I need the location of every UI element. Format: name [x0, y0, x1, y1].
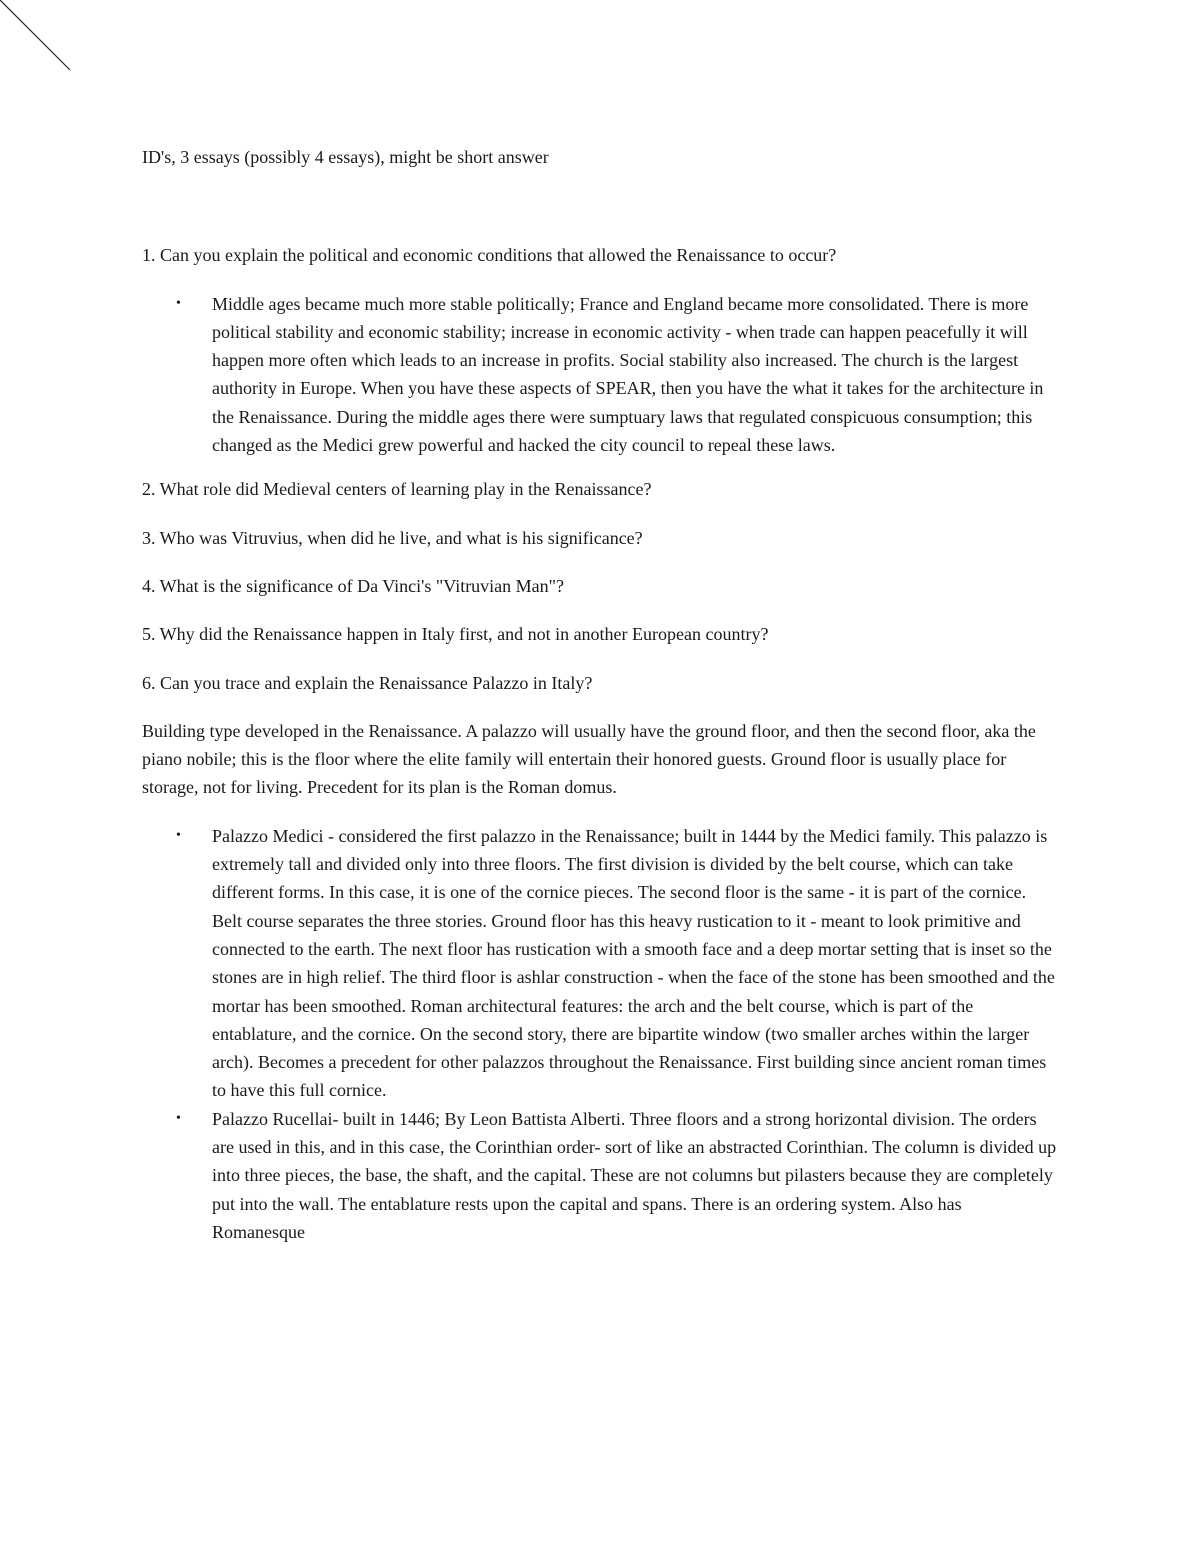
answer-1-list: [142, 290, 1057, 460]
document-header: ID's, 3 essays (possibly 4 essays), might be short answer: [142, 147, 549, 167]
list-item-text: Palazzo Rucellai- built in 1446; By Leon Battista Alberti. Three floors and a strong horizontal division. The orders are used in this, and in this case, the Corinthian order- sort of like an abstracted Corinthian. The column is divided up into three pieces, the base, the shaft, and the capital. These are not columns but pilasters because they are completely put into the wall. The entablature rests upon the capital and spans. There is an ordering system. Also has Romanesque: [212, 1108, 1057, 1242]
question-1: 1. Can you explain the political and economic conditions that allowed the Renaissance to occur?: [142, 245, 837, 266]
answer-6-intro: Building type developed in the Renaissance. A palazzo will usually have the ground floor, and then the second floor, aka the piano nobile; this is the floor where the elite family will entertain their honored guests. Ground floor is usually place for storage, not for living. Precedent for its plan is the Roman domus.: [142, 720, 1036, 798]
question-3: 3. Who was Vitruvius, when did he live, and what is his significance?: [142, 527, 643, 548]
question-6: 6. Can you trace and explain the Renaissance Palazzo in Italy?: [142, 672, 593, 693]
list-item-text: Palazzo Medici - considered the first palazzo in the Renaissance; built in 1444 by the Medici family. This palazzo is extremely tall and divided only into three floors. The first division is divided by the belt course, which can take different forms. In this case, it is one of the cornice pieces. The second floor is the same - it is part of the cornice. Belt course separates the three stories. Ground floor has this heavy rustication to it - meant to look primitive and connected to the earth. The next floor has rustication with a smooth face and a deep mortar setting that is inset so the stones are in high relief. The third floor is ashlar construction - when the face of the stone has been smoothed and the mortar has been smoothed. Roman architectural features: the arch and the belt course, which is part of the entablature, and the cornice. On the second story, there are bipartite window (two smaller arches within the larger arch). Becomes a precedent for other palazzos throughout the Renaissance. First building since ancient roman times to have this full cornice.: [212, 825, 1055, 1101]
list-item: [142, 822, 1057, 1105]
list-item-text: Middle ages became much more stable politically; France and England became more consolidated. There is more political stability and economic stability; increase in economic activity - when trade can happen peacefully it will happen more often which leads to an increase in profits. Social stability also increased. The church is the largest authority in Europe. When you have these aspects of SPEAR, then you have the what it takes for the architecture in the Renaissance. During the middle ages there were sumptuary laws that regulated conspicuous consumption; this changed as the Medici grew powerful and hacked the city council to repeal these laws.: [212, 293, 1044, 456]
question-4: 4. What is the significance of Da Vinci's "Vitruvian Man"?: [142, 575, 565, 596]
list-item: [142, 290, 1057, 460]
list-item: [142, 1105, 1057, 1246]
corner-diagonal-line: [0, 0, 80, 80]
bullet-icon: •: [176, 827, 181, 843]
bullet-icon: •: [176, 295, 181, 311]
question-2: 2. What role did Medieval centers of learning play in the Renaissance?: [142, 479, 652, 500]
bullet-icon: •: [176, 1110, 181, 1126]
answer-6-list: [142, 822, 1057, 1246]
question-5: 5. Why did the Renaissance happen in Italy first, and not in another European country?: [142, 624, 769, 645]
document-page: [142, 143, 1057, 1262]
